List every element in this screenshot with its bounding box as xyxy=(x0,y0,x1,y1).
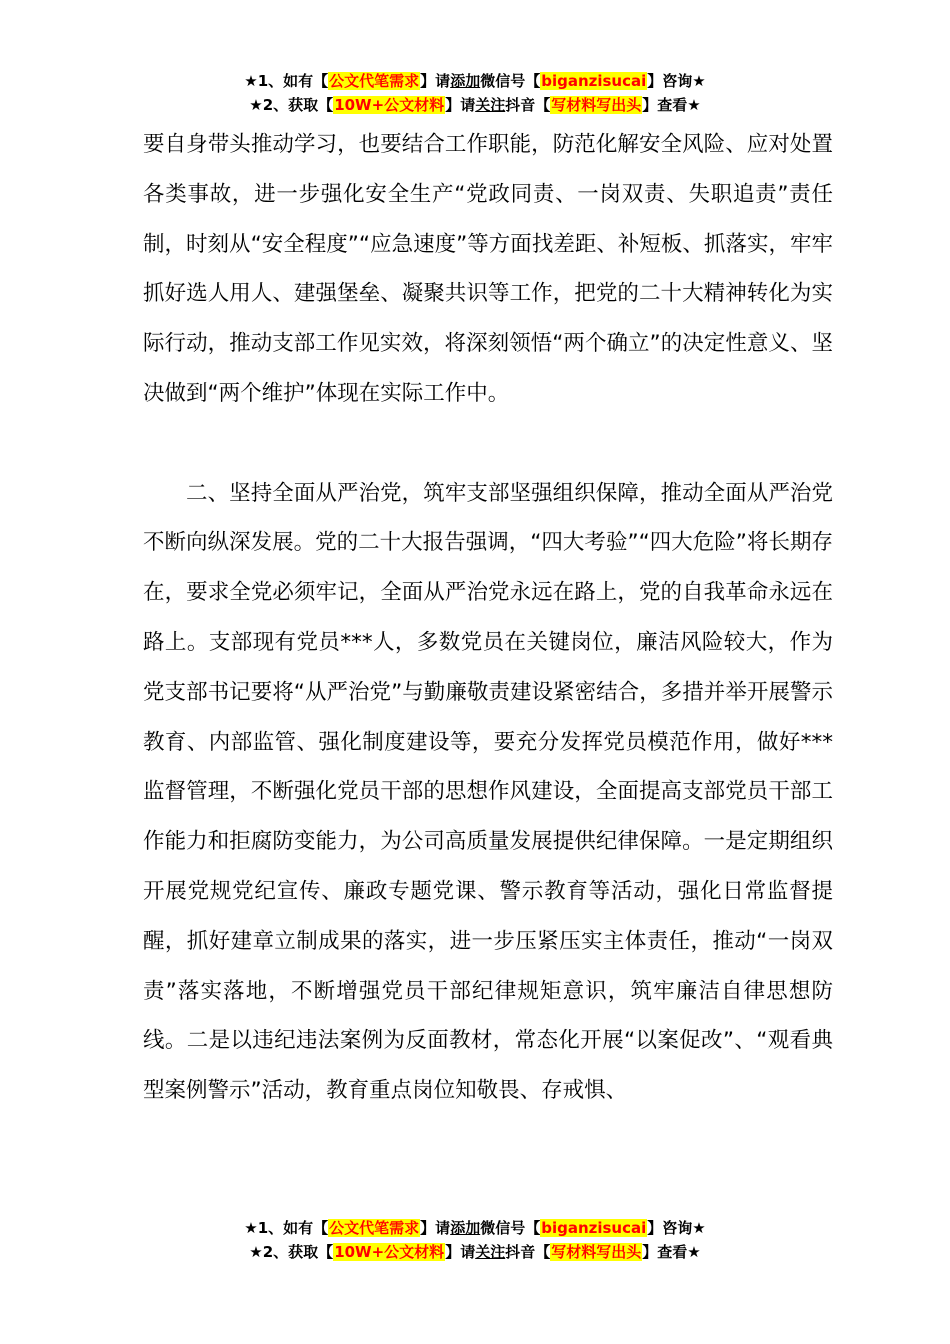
banner-text: ★1、如有【 xyxy=(244,1219,329,1237)
paragraph-2: 二、坚持全面从严治党，筑牢支部坚强组织保障，推动全面从严治党不断向纵深发展。党的二十大报告强调，“四大考验”“四大危险”将长期存在，要求全党必须牢记，全面从严治党永远在路上，党的自我革命永远在路上。支部现有党员***人，多数党员在关键岗位，廉洁风险较大，作为党支部书记要将“从严治党”与勤廉敬责建设紧密结合，多措并举开展警示教育、内部监管、强化制度建设等，要充分发挥党员模范作用，做好***监督管理，不断强化党员干部的思想作风建设，全面提高支部党员干部工作能力和拒腐防变能力，为公司高质量发展提供纪律保障。一是定期组织开展党规党纪宣传、廉政专题党课、警示教育等活动，强化日常监督提醒，抓好建章立制成果的落实，进一步压紧压实主体责任，推动“一岗双责”落实落地，不断增强党员干部纪律规矩意识，筑牢廉洁自律思想防线。二是以违纪违法案例为反面教材，常态化开展“以案促改”、“观看典型案例警示”活动，教育重点岗位知敬畏、存戒惧、 xyxy=(143,480,833,1104)
banner-line-1 xyxy=(0,1216,950,1240)
banner-line-1 xyxy=(0,69,950,93)
banner-line-2 xyxy=(0,1240,950,1264)
banner-text: 】请 xyxy=(420,72,451,90)
document-body xyxy=(143,120,833,1116)
banner-text: 抖音【 xyxy=(505,96,551,114)
paragraph-spacer xyxy=(143,419,833,469)
banner-highlight: 公文代笔需求 xyxy=(329,1219,420,1237)
banner-text: 】请 xyxy=(445,1243,476,1261)
banner-text: ★2、获取【 xyxy=(249,96,334,114)
header-banner xyxy=(0,69,950,117)
banner-text: 】咨询★ xyxy=(647,1219,706,1237)
banner-text: 微信号【 xyxy=(480,72,541,90)
banner-emphasis: 添加 xyxy=(450,72,481,90)
banner-highlight: 写材料写出头 xyxy=(551,96,642,114)
banner-highlight: 10W+公文材料 xyxy=(334,96,445,114)
banner-text: 】查看★ xyxy=(642,1243,701,1261)
banner-emphasis: 添加 xyxy=(450,1219,481,1237)
banner-highlight: 公文代笔需求 xyxy=(329,72,420,90)
banner-highlight: biganzisucai xyxy=(541,1219,647,1237)
banner-text: 】咨询★ xyxy=(647,72,706,90)
paragraph-1: 要自身带头推动学习，也要结合工作职能，防范化解安全风险、应对处置各类事故，进一步强化安全生产“党政同责、一岗双责、失职追责”责任制，时刻从“安全程度”“应急速度”等方面找差距、补短板、抓落实，牢牢抓好选人用人、建强堡垒、凝聚共识等工作，把党的二十大精神转化为实际行动，推动支部工作见实效，将深刻领悟“两个确立”的决定性意义、坚决做到“两个维护”体现在实际工作中。 xyxy=(143,132,833,406)
banner-text: ★2、获取【 xyxy=(249,1243,334,1261)
banner-text: ★1、如有【 xyxy=(244,72,329,90)
banner-text: 】查看★ xyxy=(642,96,701,114)
banner-emphasis: 关注 xyxy=(475,1243,506,1261)
banner-highlight: 10W+公文材料 xyxy=(334,1243,445,1261)
footer-banner xyxy=(0,1216,950,1264)
banner-highlight: biganzisucai xyxy=(541,72,647,90)
banner-highlight: 写材料写出头 xyxy=(551,1243,642,1261)
banner-text: 】请 xyxy=(420,1219,451,1237)
banner-line-2 xyxy=(0,93,950,117)
banner-text: 微信号【 xyxy=(480,1219,541,1237)
banner-text: 抖音【 xyxy=(505,1243,551,1261)
banner-emphasis: 关注 xyxy=(475,96,506,114)
banner-text: 】请 xyxy=(445,96,476,114)
